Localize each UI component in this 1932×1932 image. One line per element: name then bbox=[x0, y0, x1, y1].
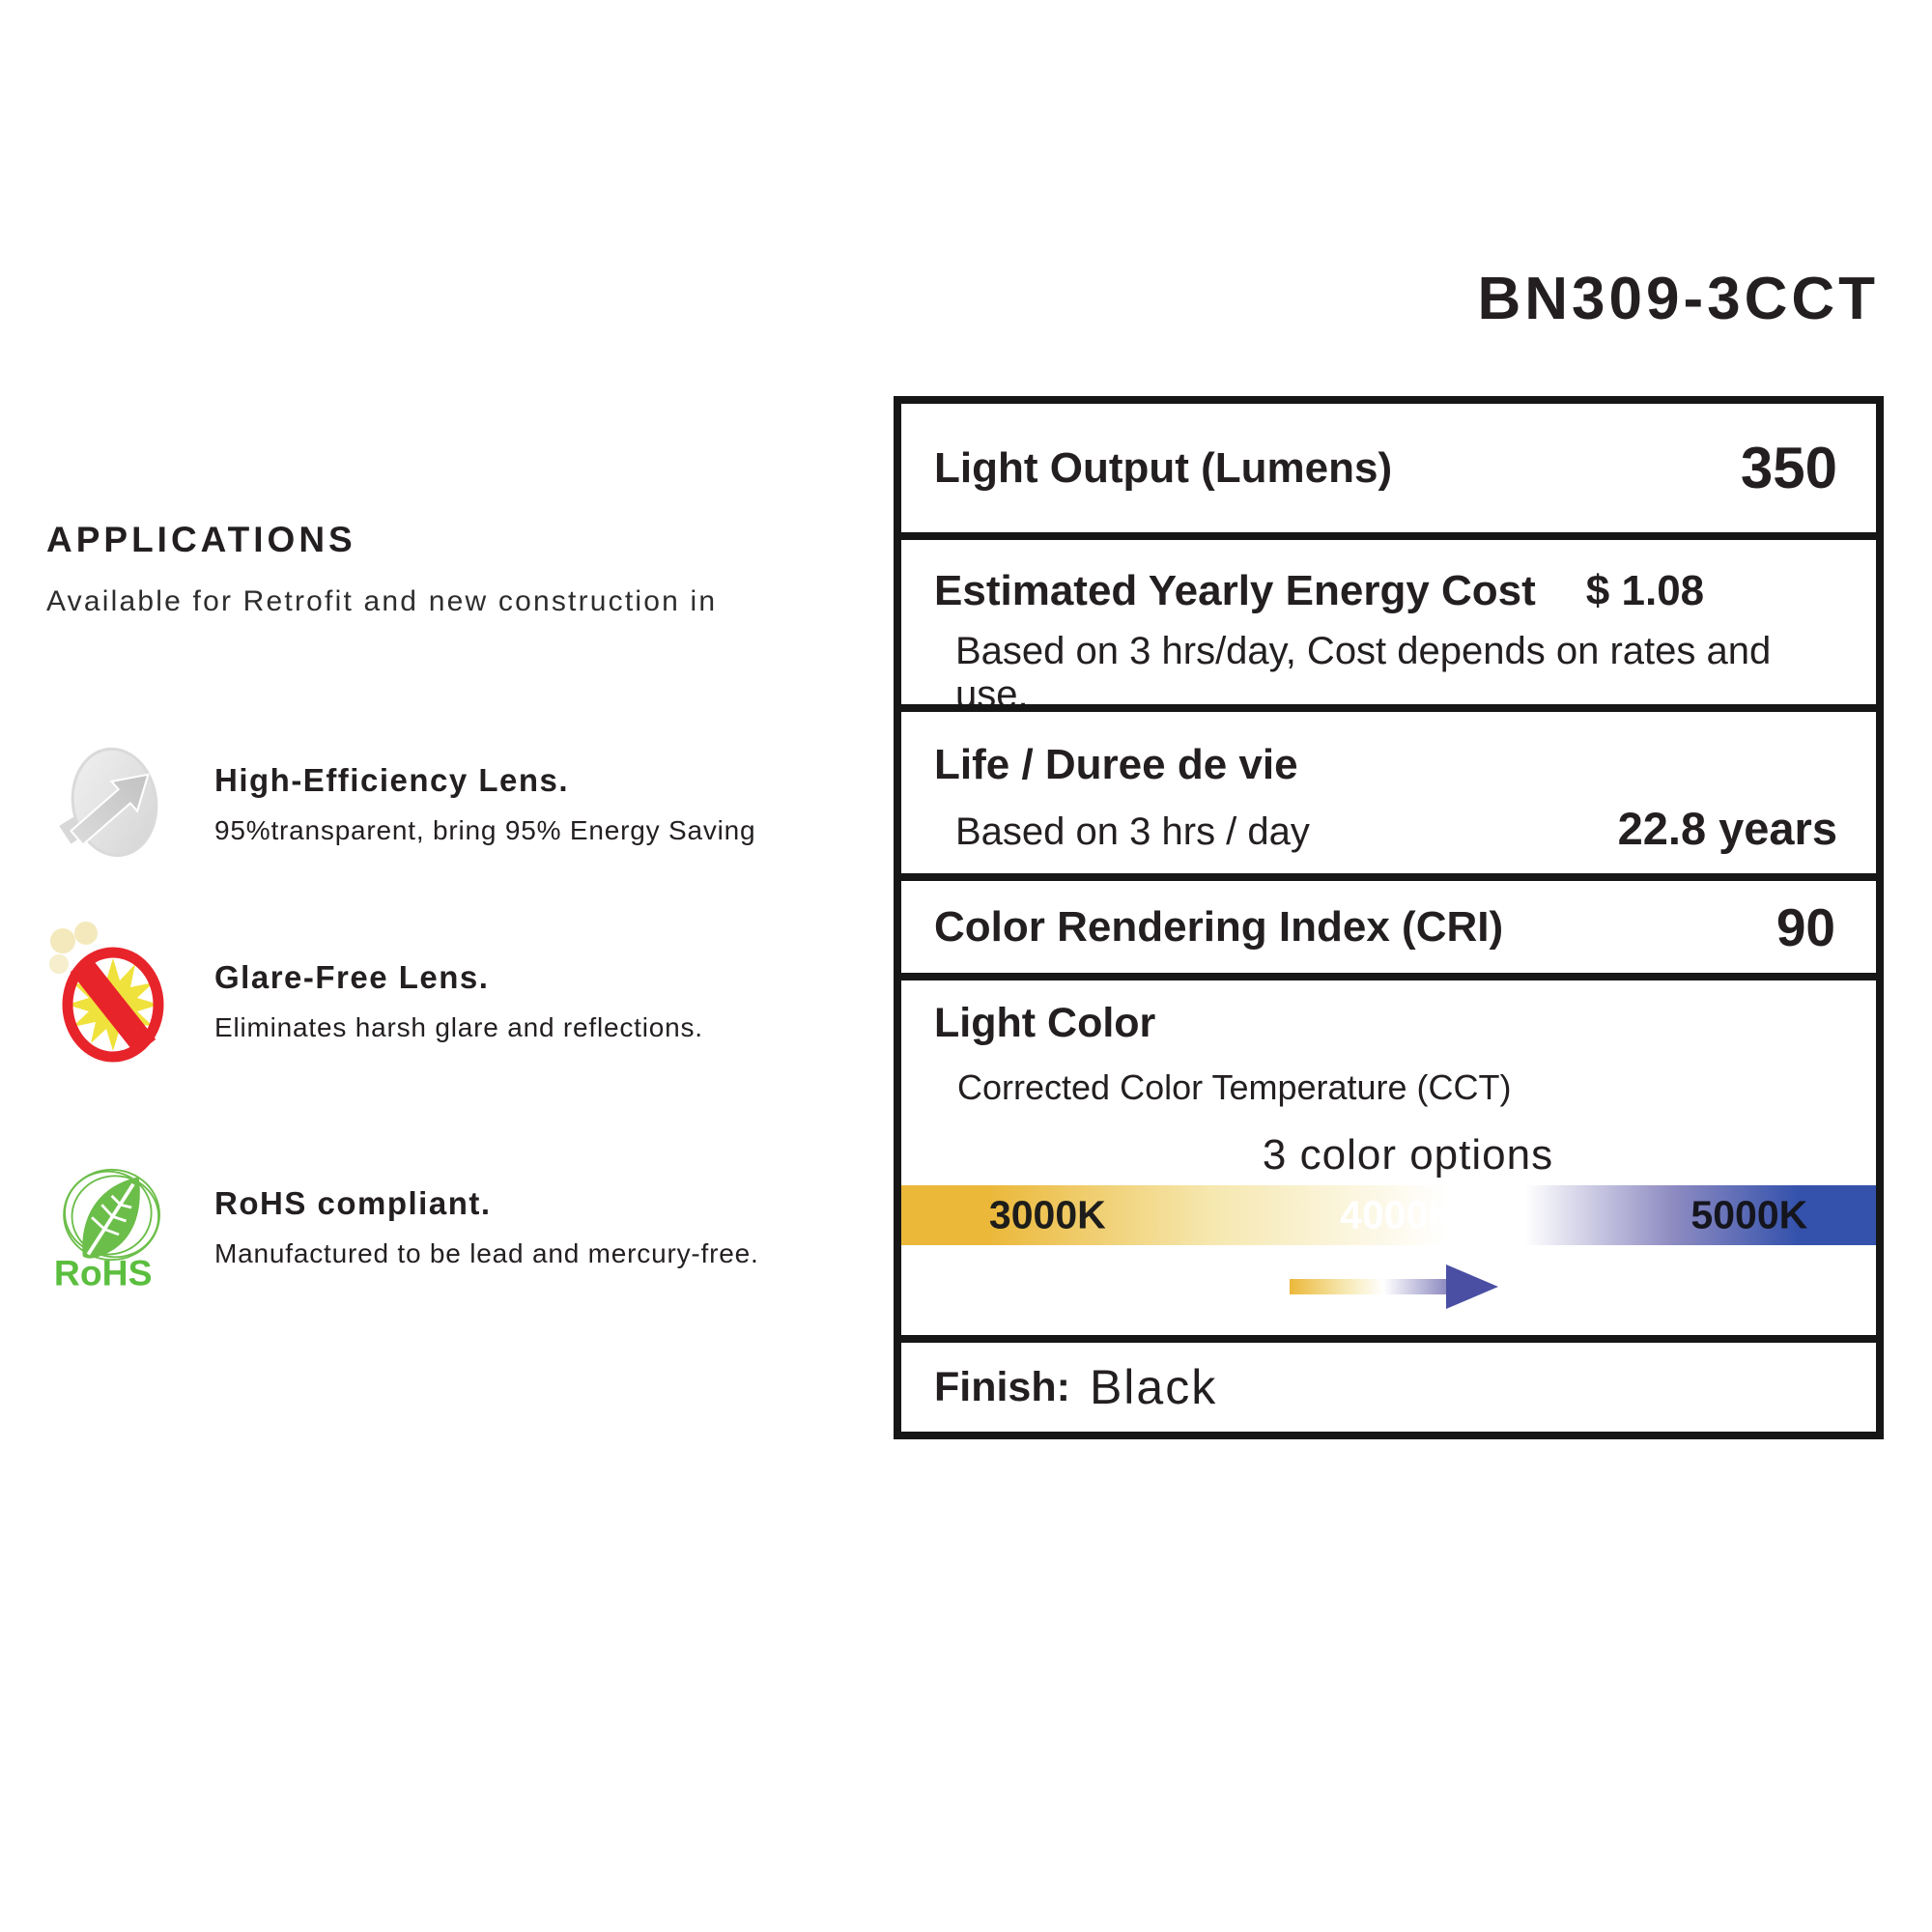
life-row bbox=[901, 704, 1876, 873]
no-glare-icon bbox=[41, 920, 185, 1084]
arrow-shaft bbox=[1290, 1279, 1446, 1294]
feature-glare-free-lens bbox=[41, 920, 703, 1084]
cri-value: 90 bbox=[1776, 896, 1835, 957]
light-color-row bbox=[901, 973, 1876, 1335]
life-value: 22.8 years bbox=[1617, 803, 1837, 854]
cct-label-3000k: 3000K bbox=[988, 1192, 1106, 1237]
arrow-head-icon bbox=[1446, 1264, 1498, 1309]
feature-rohs-compliant bbox=[41, 1146, 759, 1310]
finish-value: Black bbox=[1089, 1360, 1218, 1414]
energy-cost-label: Estimated Yearly Energy Cost bbox=[934, 567, 1536, 614]
energy-cost-row bbox=[901, 532, 1876, 716]
energy-cost-note: Based on 3 hrs/day, Cost depends on rates and use. bbox=[955, 630, 1772, 716]
light-color-note: Corrected Color Temperature (CCT) bbox=[957, 1067, 1512, 1107]
feature-description: Eliminates harsh glare and reflections. bbox=[214, 1011, 703, 1042]
feature-high-efficiency-lens bbox=[41, 723, 755, 887]
energy-cost-value: $ 1.08 bbox=[1585, 567, 1705, 614]
color-options-text: 3 color options bbox=[1262, 1131, 1554, 1179]
lens-icon bbox=[41, 723, 185, 887]
rohs-leaf-icon bbox=[41, 1146, 185, 1310]
rohs-logo-text: RoHS bbox=[53, 1252, 153, 1293]
light-color-label: Light Color bbox=[934, 1000, 1156, 1046]
lighting-facts-table bbox=[894, 396, 1884, 1439]
cri-row bbox=[901, 873, 1876, 973]
cct-label-5000k: 5000K bbox=[1690, 1192, 1808, 1237]
life-line bbox=[934, 802, 1837, 855]
cct-gradient-bar bbox=[901, 1185, 1876, 1245]
finish-row bbox=[901, 1335, 1876, 1432]
feature-description: 95%transparent, bring 95% Energy Saving bbox=[214, 814, 756, 845]
feature-text bbox=[214, 1186, 759, 1268]
finish-label: Finish: bbox=[934, 1363, 1070, 1410]
feature-title: High-Efficiency Lens. bbox=[214, 762, 570, 799]
feature-description: Manufactured to be lead and mercury-free. bbox=[214, 1237, 759, 1268]
feature-title: Glare-Free Lens. bbox=[214, 959, 490, 996]
no-glare-icon-svg bbox=[45, 920, 181, 1084]
cct-label-4000k: 4000K bbox=[1340, 1192, 1457, 1237]
light-output-row bbox=[901, 404, 1876, 532]
model-number: BN309-3CCT bbox=[1477, 266, 1879, 332]
cri-label: Color Rendering Index (CRI) bbox=[934, 902, 1504, 951]
applications-section bbox=[46, 520, 717, 618]
feature-text bbox=[214, 763, 755, 845]
light-output-label: Light Output (Lumens) bbox=[934, 443, 1393, 492]
feature-title: RoHS compliant. bbox=[214, 1185, 492, 1222]
applications-heading: APPLICATIONS bbox=[46, 520, 356, 559]
life-note: Based on 3 hrs / day bbox=[955, 810, 1310, 853]
life-label: Life / Duree de vie bbox=[934, 741, 1298, 788]
lens-icon-svg bbox=[51, 743, 175, 867]
applications-subheading: Available for Retrofit and new construction in bbox=[46, 585, 718, 617]
light-output-value: 350 bbox=[1740, 436, 1837, 500]
energy-cost-line bbox=[934, 567, 1847, 615]
rohs-leaf-icon-svg bbox=[52, 1161, 174, 1294]
feature-text bbox=[214, 960, 703, 1042]
cct-direction-arrow bbox=[1290, 1264, 1498, 1309]
